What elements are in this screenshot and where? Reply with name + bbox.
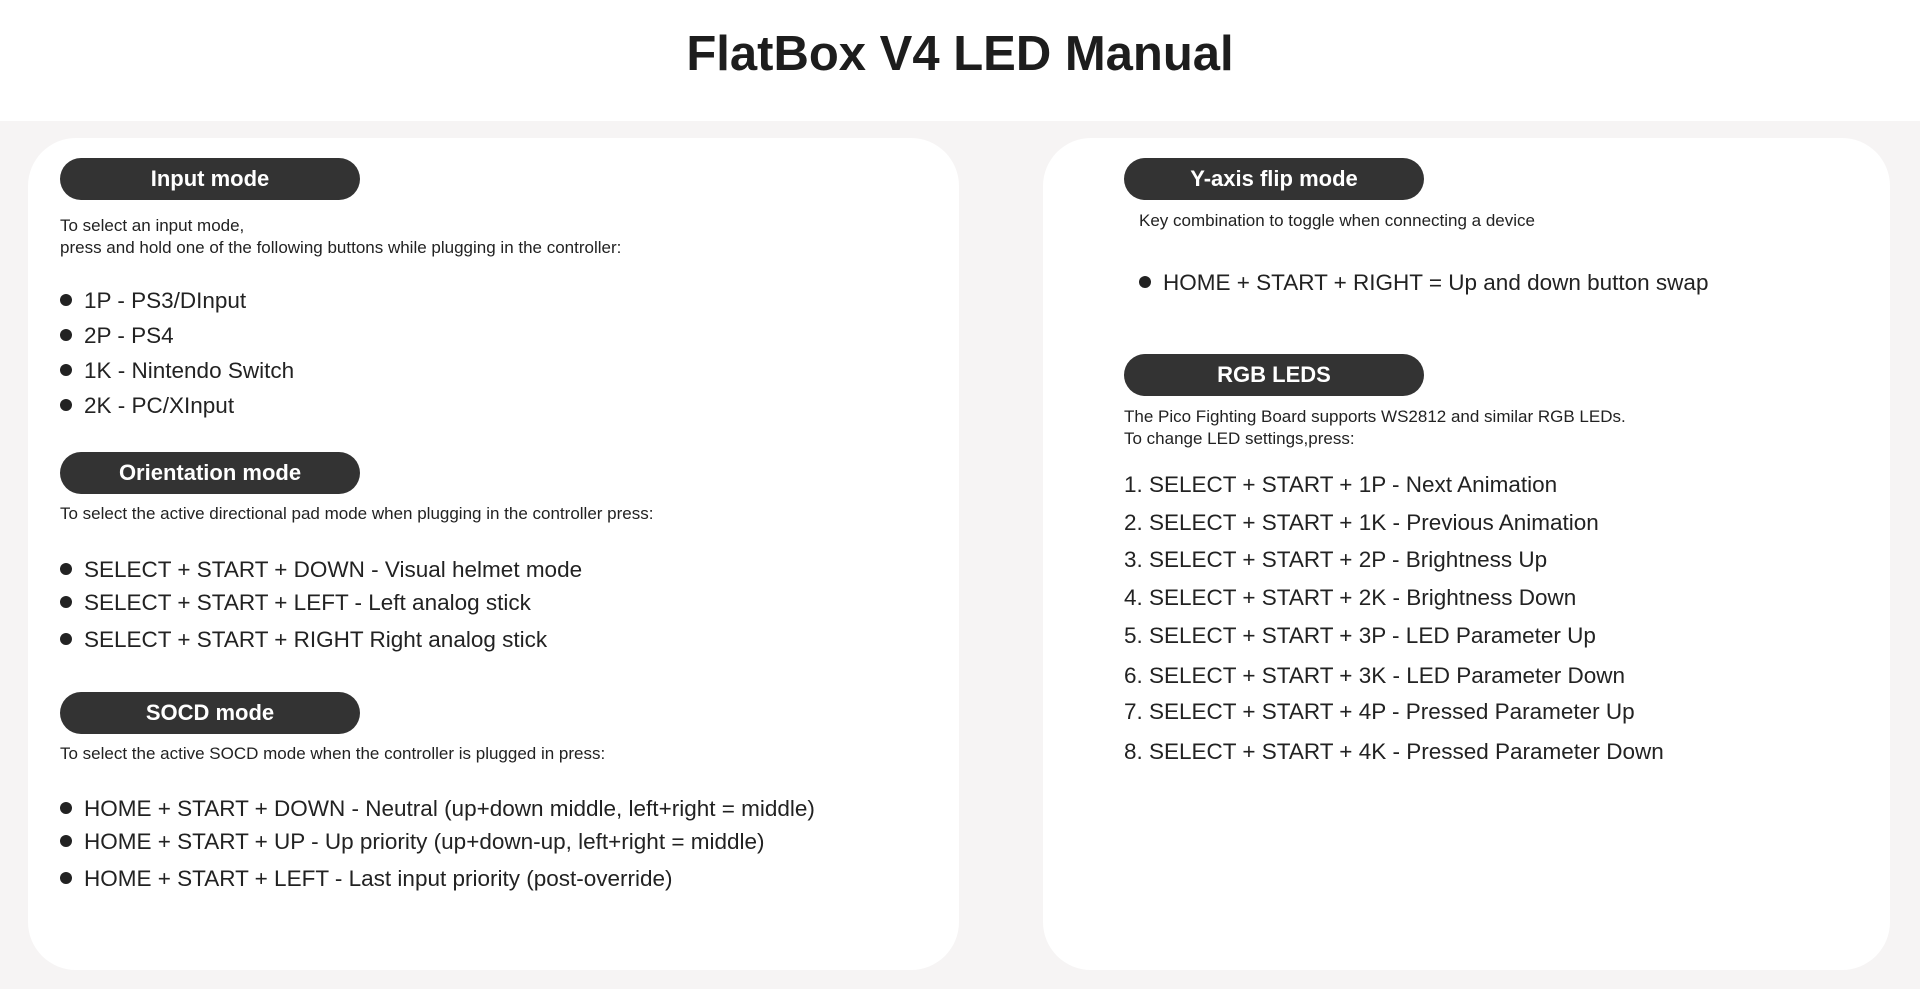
input-mode-description-line2: press and hold one of the following buttons while plugging in the controller: [60,238,622,257]
bullet-icon [1139,276,1151,288]
list-item: SELECT + START + LEFT - Left analog stick [60,589,531,617]
list-item: 2K - PC/XInput [60,392,234,420]
input-mode-description-line1: To select an input mode, [60,216,245,235]
list-item: HOME + START + DOWN - Neutral (up+down middle, left+right = middle) [60,795,815,823]
page-title: FlatBox V4 LED Manual [686,27,1234,81]
bullet-icon [60,633,72,645]
bullet-icon [60,294,72,306]
section-heading-y-axis-flip: Y-axis flip mode [1124,158,1424,200]
list-item: 5. SELECT + START + 3P - LED Parameter Up [1124,623,1596,648]
bullet-icon [60,596,72,608]
socd-mode-description: To select the active SOCD mode when the controller is plugged in press: [60,744,606,763]
list-item: 6. SELECT + START + 3K - LED Parameter Down [1124,663,1626,688]
bullet-icon [60,399,72,411]
rgb-leds-description-line1: The Pico Fighting Board supports WS2812 and similar RGB LEDs. [1124,407,1626,426]
bullet-icon [60,872,72,884]
section-heading-input-mode: Input mode [60,158,360,200]
list-item: 2. SELECT + START + 1K - Previous Animation [1124,510,1599,535]
list-item: SELECT + START + DOWN - Visual helmet mode [60,556,582,584]
list-item: 3. SELECT + START + 2P - Brightness Up [1124,547,1548,572]
bullet-icon [60,802,72,814]
list-item: 8. SELECT + START + 4K - Pressed Parameter Down [1124,739,1664,764]
list-item: HOME + START + RIGHT = Up and down button swap [1139,269,1708,297]
list-item: 7. SELECT + START + 4P - Pressed Parameter Up [1124,699,1635,724]
header [0,0,1920,121]
y-axis-flip-description: Key combination to toggle when connecting a device [1139,211,1535,230]
list-item: 1. SELECT + START + 1P - Next Animation [1124,472,1558,497]
rgb-leds-description-line2: To change LED settings,press: [1124,429,1355,448]
bullet-icon [60,329,72,341]
list-item: HOME + START + UP - Up priority (up+down-up, left+right = middle) [60,828,764,856]
section-heading-socd-mode: SOCD mode [60,692,360,734]
list-item: HOME + START + LEFT - Last input priority (post-override) [60,865,673,893]
section-heading-orientation-mode: Orientation mode [60,452,360,494]
list-item: 2P - PS4 [60,322,174,350]
list-item: SELECT + START + RIGHT Right analog stick [60,626,547,654]
bullet-icon [60,835,72,847]
bullet-icon [60,563,72,575]
list-item: 1K - Nintendo Switch [60,357,294,385]
section-heading-rgb-leds: RGB LEDS [1124,354,1424,396]
list-item: 4. SELECT + START + 2K - Brightness Down [1124,585,1577,610]
list-item: 1P - PS3/DInput [60,287,246,315]
bullet-icon [60,364,72,376]
orientation-mode-description: To select the active directional pad mode when plugging in the controller press: [60,504,654,523]
